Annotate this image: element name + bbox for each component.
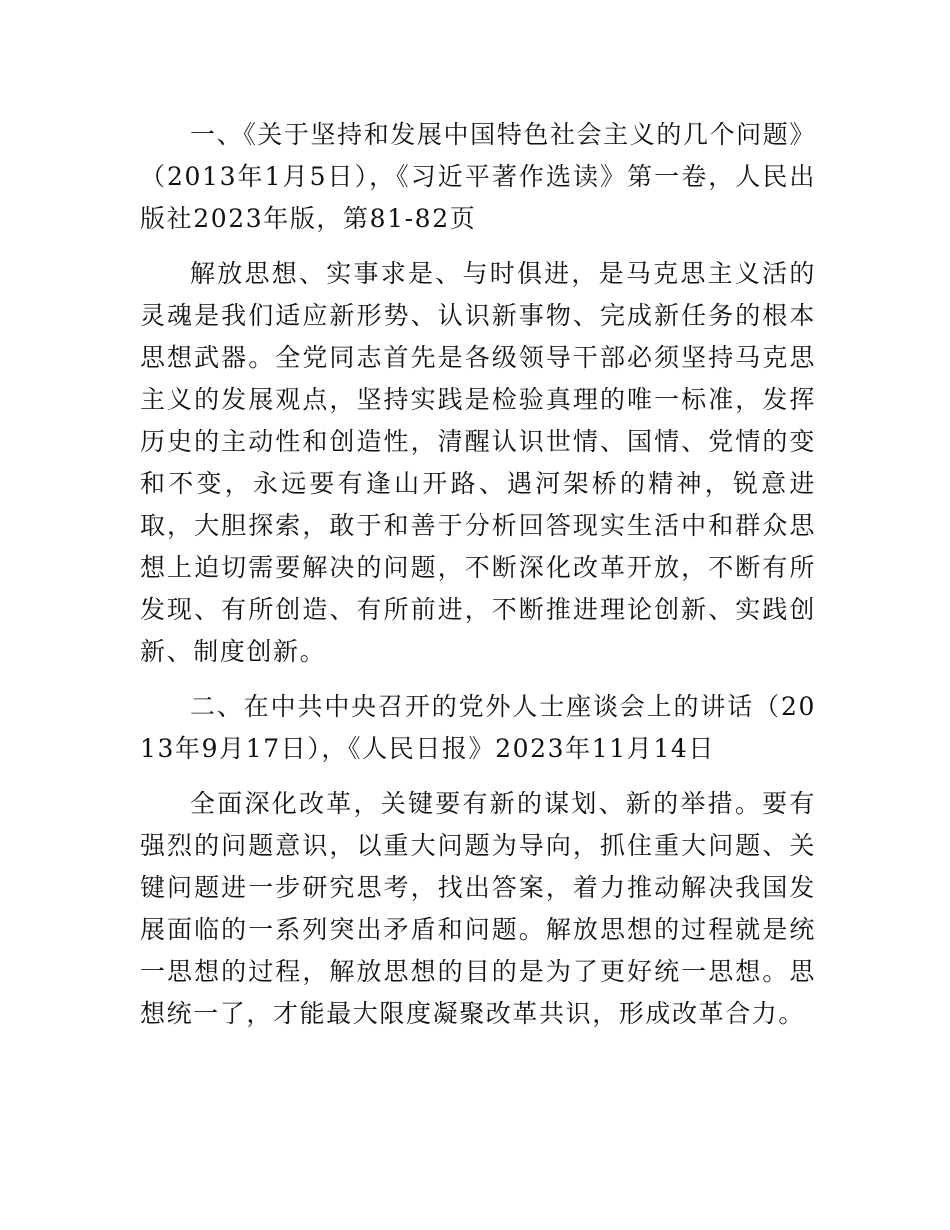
body-paragraph-1: 解放思想、实事求是、与时俱进，是马克思主义活的灵魂是我们适应新形势、认识新事物、完成新任务的根本思想武器。全党同志首先是各级领导干部必须坚持马克思主义的发展观点，坚持实践是检验真理的唯一标准，发挥历史的主动性和创造性，清醒认识世情、国情、党情的变和不变，永远要有逢山开路、遇河架桥的精神，锐意进取，大胆探索，敢于和善于分析回答现实生活中和群众思想上迫切需要解决的问题，不断深化改革开放，不断有所发现、有所创造、有所前进，不断推进理论创新、实践创新、制度创新。: [140, 259, 816, 666]
section-heading-1: 一、《关于坚持和发展中国特色社会主义的几个问题》（2013年1月5日），《习近平著作选读》第一卷，人民出版社2023年版，第81-82页: [140, 120, 816, 233]
section-heading-2: 二、在中共中央召开的党外人士座谈会上的讲话（2013年9月17日），《人民日报》2023年11月14日: [140, 692, 816, 763]
document-page: [140, 114, 816, 1048]
body-paragraph-2: 全面深化改革，关键要有新的谋划、新的举措。要有强烈的问题意识，以重大问题为导向，抓住重大问题、关键问题进一步研究思考，找出答案，着力推动解决我国发展面临的一系列突出矛盾和问题。解放思想的过程就是统一思想的过程，解放思想的目的是为了更好统一思想。思想统一了，才能最大限度凝聚改革共识，形成改革合力。: [140, 789, 816, 1028]
